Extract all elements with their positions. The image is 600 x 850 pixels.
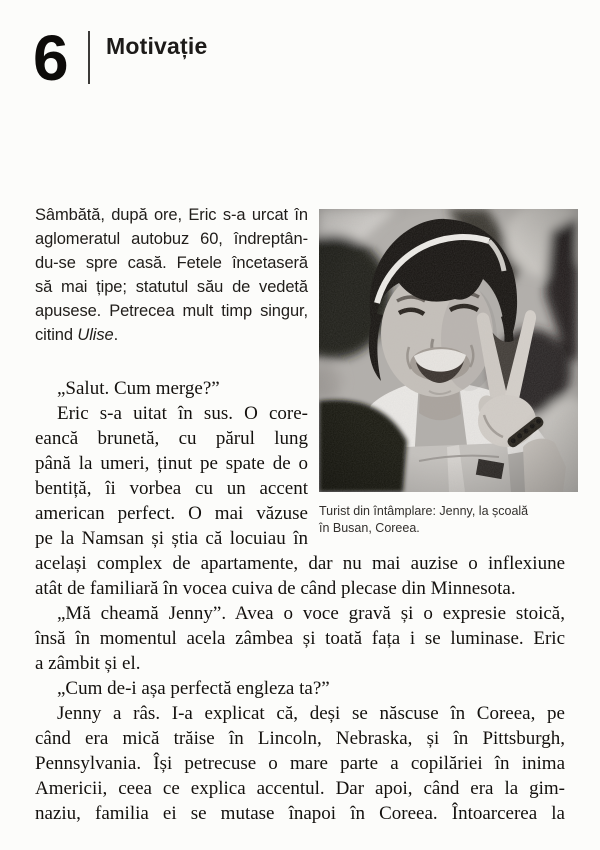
text-line: naziu, familia ei se mutase înapoi în Coreea. Întoarcerea la [35,803,565,824]
text-line: a zâmbit și el. [35,653,141,674]
text-line: același complex de apartamente, dar nu mai auzise o inflexiune [35,553,565,574]
text-line: apusese. Petrecea mult timp singur, [35,302,308,320]
text-line: atât de familiară în vocea cuiva de când plecase din Minnesota. [35,578,516,599]
photo-caption-line-1: Turist din întâmplare: Jenny, la școală [319,504,529,518]
text-line: pe la Namsan și știa că locuiau în [35,528,308,549]
text-line: du-se spre casă. Fetele încetaseră [35,254,308,272]
text-line: însă în momentul acela zâmbea și toată fața i se luminase. Eric [35,628,565,649]
text-line: să mai țipe; statutul său de vedetă [35,278,308,296]
text-line: Jenny a râs. I-a explicat că, deși se născuse în Coreea, pe [57,703,565,724]
text-line: până la umeri, ținut pe spate de o [35,453,308,474]
photo-figure [319,209,578,537]
text-line: Pennsylvania. Își petrecuse o mare parte a copilăriei în inima [35,753,565,774]
text-line: aglomeratul autobuz 60, îndreptân- [35,230,308,248]
text-line: bentiță, îi vorbea cu un accent [35,478,308,499]
text-line: citind Ulise. [35,326,119,344]
text-line: „Salut. Cum merge?” [57,378,220,399]
page-content [35,203,578,826]
chapter-number: 6 [33,22,67,94]
text-line: Sâmbătă, după ore, Eric s-a urcat în [35,206,308,224]
photo-caption-line-2: în Busan, Coreea. [319,521,420,535]
chapter-title: Motivație [106,33,208,59]
photo-caption [319,503,578,537]
text-line: „Cum de-i așa perfectă engleza ta?” [57,678,330,699]
text-line: „Mă cheamă Jenny”. Avea o voce gravă și o expresie stoică, [57,603,565,624]
text-line: eancă brunetă, cu părul lung [35,428,308,449]
girl-peace-sign-photo [319,209,578,492]
text-line: când era mică trăise în Lincoln, Nebraska, și în Pittsburgh, [35,728,565,749]
text-line: Americii, ceea ce explica accentul. Dar apoi, când era la gim- [35,778,565,799]
text-line: american perfect. O mai văzuse [35,503,308,524]
chapter-divider-bar [88,31,90,84]
text-line: Eric s-a uitat în sus. O core- [57,403,308,424]
portrait-photo [319,209,578,492]
